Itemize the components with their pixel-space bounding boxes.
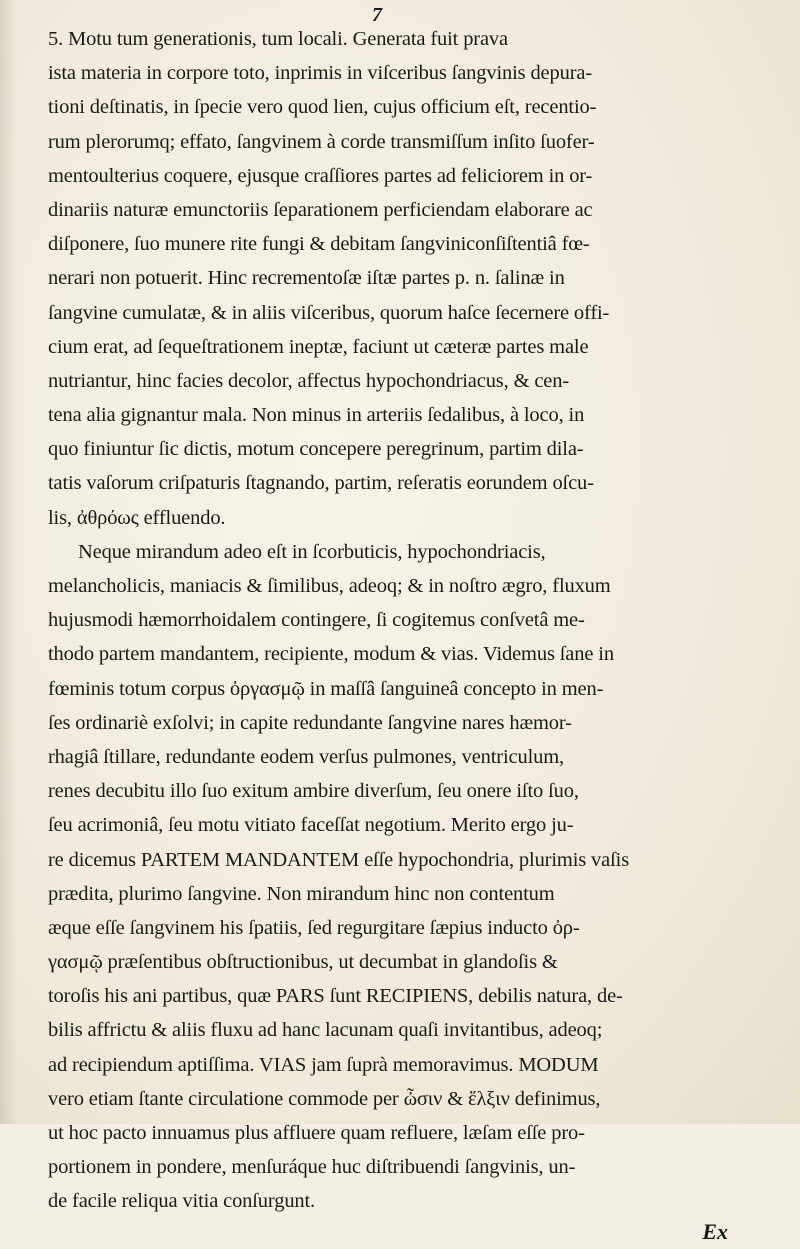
text-line: renes decubitu illo ſuo exitum ambire diverſum, ſeu onere iſto ſuo, (48, 780, 579, 803)
text-line: ſangvine cumulatæ, & in aliis viſceribus, quorum haſce ſecernere offi- (48, 301, 610, 324)
catchword-row (48, 1219, 768, 1249)
text-line: ſeu acrimoniâ, ſeu motu vitiato faceſſat negotium. Merito ergo ju- (48, 814, 574, 837)
paragraph-1 (48, 22, 768, 535)
text-line: ad recipiendum aptiſſima. VIAS jam ſuprà memoravimus. MODUM (48, 1053, 599, 1076)
text-line: rhagiâ ſtillare, redundante eodem verſus pulmones, ventriculum, (48, 745, 564, 768)
text-line: nerari non potuerit. Hinc recrementoſæ iſtæ partes p. n. ſalinæ in (48, 267, 565, 290)
text-line: re dicemus PARTEM MANDANTEM eſſe hypochondria, plurimis vaſis (48, 848, 630, 871)
text-line: de facile reliqua vitia conſurgunt. (48, 1190, 316, 1213)
text-line: portionem in pondere, menſuráque huc diſtribuendi ſangvinis, un- (48, 1156, 576, 1179)
gutter-shadow (0, 0, 18, 1124)
text-line: prædita, plurimo ſangvine. Non mirandum hinc non contentum (48, 882, 555, 905)
paragraph-2 (48, 535, 768, 1219)
text-line: melancholicis, maniacis & ſimilibus, adeoq; & in noſtro ægro, fluxum (48, 575, 611, 597)
text-line: tena alia gignantur mala. Non minus in arteriis ſedalibus, à loco, in (48, 404, 585, 427)
text-line: bilis affrictu & aliis fluxu ad hanc lacunam quaſi invitantibus, adeoq; (48, 1019, 603, 1042)
text-line: tioni deſtinatis, in ſpecie vero quod lien, cujus officium eſt, recentio- (48, 96, 597, 119)
text-line: lis, ἀθρόως effluendo. (48, 506, 226, 529)
text-line: thodo partem mandantem, recipiente, modum & vias. Videmus ſane in (48, 643, 614, 666)
text-line: diſponere, ſuo munere rite fungi & debitam ſangviniconſiſtentiâ fœ- (48, 233, 590, 256)
text-line: nutriantur, hinc facies decolor, affectus hypochondriacus, & cen- (48, 369, 570, 392)
text-line: toroſis his ani partibus, quæ PARS ſunt RECIPIENS, debilis natura, de- (48, 985, 623, 1008)
text-line: ſes ordinariè exſolvi; in capite redundante ſangvine nares hæmor- (48, 711, 572, 734)
text-line: quo finiuntur ſic dictis, motum concepere peregrinum, partim dila- (48, 438, 584, 461)
page-number: 7 (372, 4, 382, 26)
text-line: hujusmodi hæmorrhoidalem contingere, ſi cogitemus conſvetâ me- (48, 609, 585, 632)
text-line: tatis vaſorum criſpaturis ſtagnando, partim, reſeratis eorundem oſcu- (48, 472, 594, 495)
catchword: Ex (702, 1218, 728, 1244)
text-line: cium erat, ad ſequeſtrationem ineptæ, faciunt ut cæteræ partes male (48, 335, 589, 358)
text-line: mentoulterius coquere, ejusque craſſiores partes ad feliciorem in or- (48, 164, 593, 187)
text-line: γασμῷ præſentibus obſtructionibus, ut decumbat in glandoſis & (48, 951, 558, 974)
text-line: 5. Motu tum generationis, tum locali. Generata fuit prava (48, 28, 508, 50)
text-line: rum plerorumq; effato, ſangvinem à corde transmiſſum inſito ſuofer- (48, 130, 595, 153)
text-line: fœminis totum corpus ὀργασμῷ in maſſâ ſanguineâ concepto in men- (48, 677, 604, 700)
text-line: dinariis naturæ emunctoriis ſeparationem perficiendam elaborare ac (48, 198, 593, 221)
text-line: Neque mirandum adeo eſt in ſcorbuticis, hypochondriacis, (78, 540, 546, 563)
text-line: ista materia in corpore toto, inprimis in viſceribus ſangvinis depura- (48, 62, 593, 85)
text-line: vero etiam ſtante circulatione commode per ὦσιν & ἕλξιν definimus, (48, 1087, 601, 1110)
text-line: ut hoc pacto innuamus plus affluere quam refluere, læſam eſſe pro- (48, 1122, 585, 1144)
text-line: æque eſſe ſangvinem his ſpatiis, ſed regurgitare ſæpius inducto ὀρ- (48, 916, 580, 939)
body-text (48, 22, 768, 1249)
